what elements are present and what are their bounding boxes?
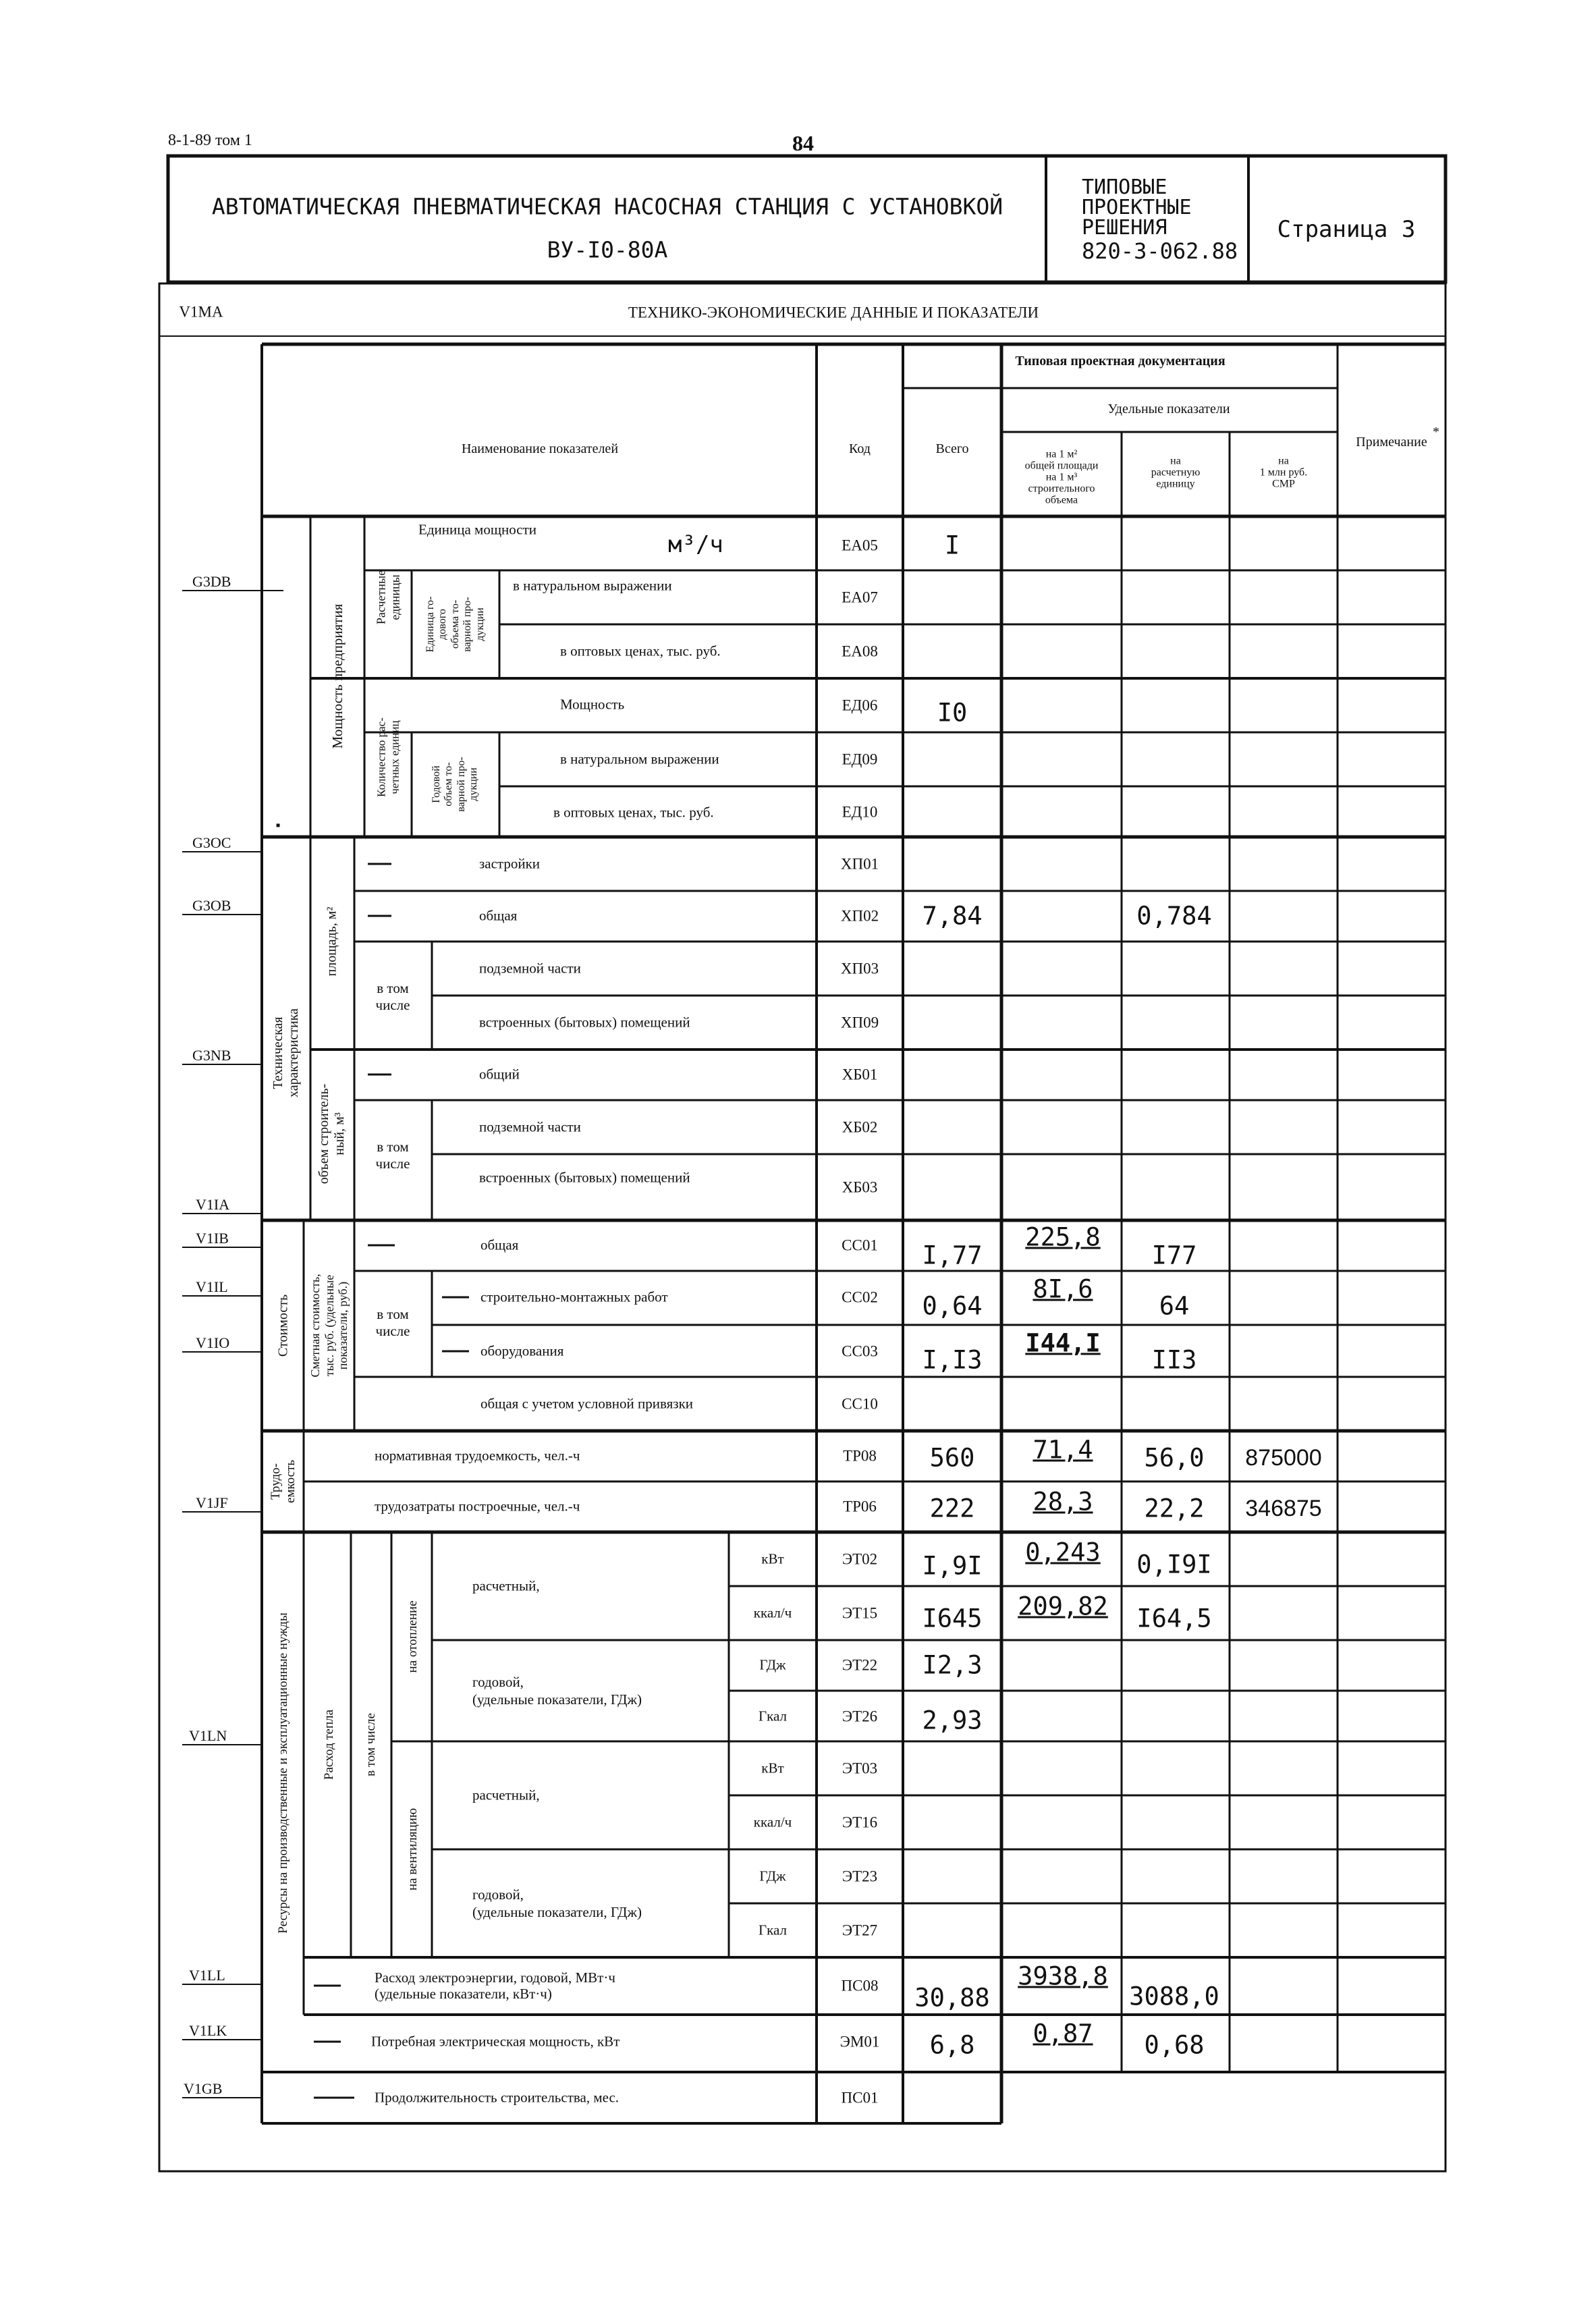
row-label-xb03: встроенных (бытовых) помещений <box>479 1169 690 1186</box>
value-per-unit: 22,2 <box>1144 1494 1205 1523</box>
row-label-heating-calc: расчетный, <box>472 1577 540 1594</box>
row-label-tr06: трудозатраты построечные, чел.-ч <box>375 1498 580 1515</box>
code-cell: ТР06 <box>843 1498 877 1515</box>
section-title: ТЕХНИКО-ЭКОНОМИЧЕСКИЕ ДАННЫЕ И ПОКАЗАТЕЛИ <box>628 304 1039 321</box>
row-label-xb02: подземной части <box>479 1118 581 1135</box>
page-number: 84 <box>792 131 814 155</box>
group-calc-unit-qty: Количество рас- четных единиц <box>375 717 401 797</box>
in-total-label: в том числе <box>375 1138 410 1172</box>
row-label-cc01: общая <box>480 1236 519 1253</box>
margin-code: V1IL <box>196 1278 228 1295</box>
document-title: АВТОМАТИЧЕСКАЯ ПНЕВМАТИЧЕСКАЯ НАСОСНАЯ СТАНЦИЯ С УСТАНОВКОЙ <box>211 193 1003 220</box>
value-total: 7,84 <box>922 901 983 931</box>
row-label-heating-annual: годовой, (удельные показатели, ГДж) <box>472 1673 642 1708</box>
row-label-xp02: общая <box>479 907 518 924</box>
value-total: 222 <box>929 1494 975 1523</box>
code-cell: ХП03 <box>840 960 879 977</box>
row-label-em01: Потребная электрическая мощность, кВт <box>371 2033 620 2050</box>
code-cell: ХП02 <box>840 907 879 925</box>
header-typical-documentation: Типовая проектная документация <box>1015 354 1226 369</box>
code-cell: ХП09 <box>840 1014 879 1031</box>
value-per-m2: 3938,8 <box>1018 1961 1108 1991</box>
code-cell: ЕА07 <box>842 589 878 606</box>
value-total: I <box>944 530 960 560</box>
section-code: V1MA <box>179 303 223 321</box>
margin-code: V1GB <box>184 2080 223 2097</box>
row-label-tr08: нормативная трудоемкость, чел.-ч <box>375 1447 580 1464</box>
value-total: 6,8 <box>929 2030 975 2060</box>
value-per-unit: 3088,0 <box>1129 1982 1219 2011</box>
row-label-cc10: общая с учетом условной привязки <box>480 1395 694 1412</box>
header-indicator-name: Наименование показателей <box>461 441 619 456</box>
row-label-xp09: встроенных (бытовых) помещений <box>479 1014 690 1031</box>
margin-code: V1JF <box>196 1494 228 1511</box>
row-label-ea08: в оптовых ценах, тыс. руб. <box>560 643 721 659</box>
row-label-ed06: Мощность <box>560 696 625 713</box>
code-cell: ЕД10 <box>842 803 878 821</box>
value-per-mln: 346875 <box>1245 1496 1322 1521</box>
margin-code: V1LK <box>189 2022 227 2039</box>
document-subtitle: ВУ-I0-80А <box>547 236 668 263</box>
value-per-m2: 0,243 <box>1025 1538 1101 1567</box>
header-note-mark: * <box>1433 425 1439 439</box>
value-per-unit: 56,0 <box>1144 1443 1205 1473</box>
code-cell: ХБ02 <box>842 1118 878 1136</box>
value-total: I2,3 <box>922 1650 983 1680</box>
code-cell: ЭТ23 <box>842 1868 878 1885</box>
code-cell: СС03 <box>842 1342 878 1360</box>
code-cell: ЕД09 <box>842 751 878 768</box>
margin-code: G3OC <box>192 834 231 851</box>
doc-reference: 8-1-89 том 1 <box>168 132 252 149</box>
header-code: Код <box>849 441 871 456</box>
value-per-m2: 225,8 <box>1025 1222 1101 1252</box>
row-label-vent-calc: расчетный, <box>472 1787 540 1803</box>
group-calc-units: Расчетные единицы <box>374 570 402 625</box>
group-capacity: Мощность предприятия <box>329 603 346 749</box>
unit-et02: кВт <box>761 1550 784 1567</box>
code-cell: ЭТ03 <box>842 1760 878 1777</box>
code-cell: ЭТ22 <box>842 1656 878 1674</box>
series-line-2: ПРОЕКТНЫЕ <box>1082 196 1192 219</box>
header-per-m2: на 1 м² общей площади на 1 м³ строительного объема <box>1024 448 1099 506</box>
row-label-ea07: в натуральном выражении <box>513 577 672 594</box>
value-total: I0 <box>937 698 968 728</box>
margin-code: V1IB <box>196 1230 229 1247</box>
value-total: I645 <box>922 1604 983 1633</box>
margin-code: V1IO <box>196 1334 230 1351</box>
code-cell: СС10 <box>842 1395 878 1413</box>
in-total-label: в том числе <box>375 979 410 1013</box>
row-label-ed10: в оптовых ценах, тыс. руб. <box>553 804 714 821</box>
code-cell: ЕА05 <box>842 537 878 554</box>
row-label-cc02: строительно-монтажных работ <box>480 1288 668 1305</box>
code-cell: ХП01 <box>840 855 879 873</box>
row-label-ps08: Расход электроэнергии, годовой, МВт·ч (удельные показатели, кВт·ч) <box>375 1969 615 2002</box>
group-area: площадь, м² <box>324 906 339 977</box>
group-annual-volume: Годовой объем то- варной про- дукции <box>431 757 480 812</box>
group-incl: в том числе <box>364 1713 379 1776</box>
row-label-ps01: Продолжительность строительства, мес. <box>375 2089 620 2106</box>
row-label-xb01: общий <box>479 1066 520 1083</box>
value-per-unit: 64 <box>1159 1291 1190 1321</box>
value-per-m2: 0,87 <box>1033 2019 1093 2048</box>
value-per-m2: 209,82 <box>1018 1591 1108 1621</box>
header-per-mln-rub: на 1 млн руб. СМР <box>1259 455 1308 490</box>
value-per-m2: 71,4 <box>1033 1435 1093 1465</box>
value-total: I,9I <box>922 1551 983 1581</box>
code-cell: ХБ01 <box>842 1066 878 1083</box>
row-label-ea05: Единица мощности <box>418 521 536 538</box>
code-cell: СС02 <box>842 1288 878 1306</box>
unit-et16: ккал/ч <box>753 1814 792 1830</box>
header-note: Примечание <box>1356 435 1427 450</box>
value-per-unit: 0,I9I <box>1136 1550 1212 1579</box>
value-total: 0,64 <box>922 1291 983 1321</box>
group-cost: Стоимость <box>275 1294 291 1357</box>
series-line-1: ТИПОВЫЕ <box>1082 175 1167 199</box>
value-per-m2: 28,3 <box>1033 1487 1093 1517</box>
group-annual-unit: Единица го- дового объема то- варной про- дукции <box>424 596 486 653</box>
value-total: 560 <box>929 1443 975 1473</box>
group-resources: Ресурсы на производственные и эксплуатационные нужды <box>276 1612 291 1934</box>
margin-code: G3DB <box>192 573 231 590</box>
group-heating: на отопление <box>406 1600 420 1673</box>
group-volume: объем строитель- ный, м³ <box>317 1083 347 1185</box>
code-cell: ЕД06 <box>842 697 878 714</box>
code-cell: ПС08 <box>841 1977 879 1994</box>
group-estimate: Сметная стоимость, тыс. руб. (удельные показатели, руб.) <box>308 1274 350 1378</box>
unit-et15: ккал/ч <box>753 1604 792 1621</box>
row-label-cc03: оборудования <box>480 1342 564 1359</box>
value-per-unit: 0,784 <box>1136 901 1212 931</box>
bullet-marker: ▪ <box>275 818 281 833</box>
row-label-vent-annual: годовой, (удельные показатели, ГДж) <box>472 1886 642 1920</box>
value-per-unit: I77 <box>1151 1241 1197 1270</box>
code-cell: ЭМ01 <box>840 2033 880 2050</box>
value-per-mln: 875000 <box>1245 1445 1322 1471</box>
row-label-xp03: подземной части <box>479 960 581 977</box>
value-total: 2,93 <box>922 1706 983 1735</box>
header-specific-indicators: Удельные показатели <box>1107 402 1230 416</box>
code-cell: ЕА08 <box>842 643 878 660</box>
code-cell: ЭТ26 <box>842 1708 878 1725</box>
row-label-ed09: в натуральном выражении <box>560 751 719 767</box>
value-total: I,77 <box>922 1241 983 1270</box>
unit-et23: ГДж <box>759 1868 786 1884</box>
code-cell: СС01 <box>842 1236 878 1254</box>
value-per-unit: II3 <box>1151 1345 1197 1375</box>
margin-code: V1LL <box>189 1967 225 1984</box>
row-label-xp01: застройки <box>479 855 541 872</box>
unit-et22: ГДж <box>759 1656 786 1673</box>
margin-code: V1LN <box>189 1727 227 1744</box>
margin-code: G3NB <box>192 1047 231 1064</box>
group-vent: на вентиляцию <box>406 1807 420 1891</box>
value-per-unit: 0,68 <box>1144 2030 1205 2060</box>
code-cell: ТР08 <box>843 1447 877 1465</box>
code-cell: ЭТ02 <box>842 1550 878 1568</box>
group-heat: Расход тепла <box>322 1709 337 1780</box>
code-cell: ХБ03 <box>842 1178 878 1196</box>
group-labor: Трудо- емкость <box>269 1459 298 1504</box>
header-total: Всего <box>935 441 969 456</box>
series-line-3: РЕШЕНИЯ <box>1082 216 1167 240</box>
code-cell: ЭТ27 <box>842 1922 878 1939</box>
unit-et27: Гкал <box>758 1922 788 1938</box>
code-cell: ЭТ15 <box>842 1604 878 1622</box>
value-total: 30,88 <box>914 1983 990 2013</box>
value-per-m2: I44,I <box>1025 1328 1101 1358</box>
value-total: I,I3 <box>922 1345 983 1375</box>
in-total-label: в том числе <box>375 1305 410 1339</box>
unit-et26: Гкал <box>758 1708 788 1724</box>
header-per-unit: на расчетную единицу <box>1151 455 1201 490</box>
margin-code: G3OB <box>192 897 231 914</box>
value-per-unit: I64,5 <box>1136 1604 1212 1633</box>
unit-et03: кВт <box>761 1760 784 1776</box>
row-unit-ea05: м³/ч <box>668 531 723 558</box>
series-code: 820-3-062.88 <box>1082 238 1238 264</box>
group-tech: Техническая характеристика <box>271 1008 301 1097</box>
sheet-label: Страница 3 <box>1277 216 1416 243</box>
value-per-m2: 8I,6 <box>1033 1274 1093 1304</box>
code-cell: ПС01 <box>841 2089 879 2106</box>
margin-code: V1IA <box>196 1196 230 1213</box>
code-cell: ЭТ16 <box>842 1814 878 1831</box>
